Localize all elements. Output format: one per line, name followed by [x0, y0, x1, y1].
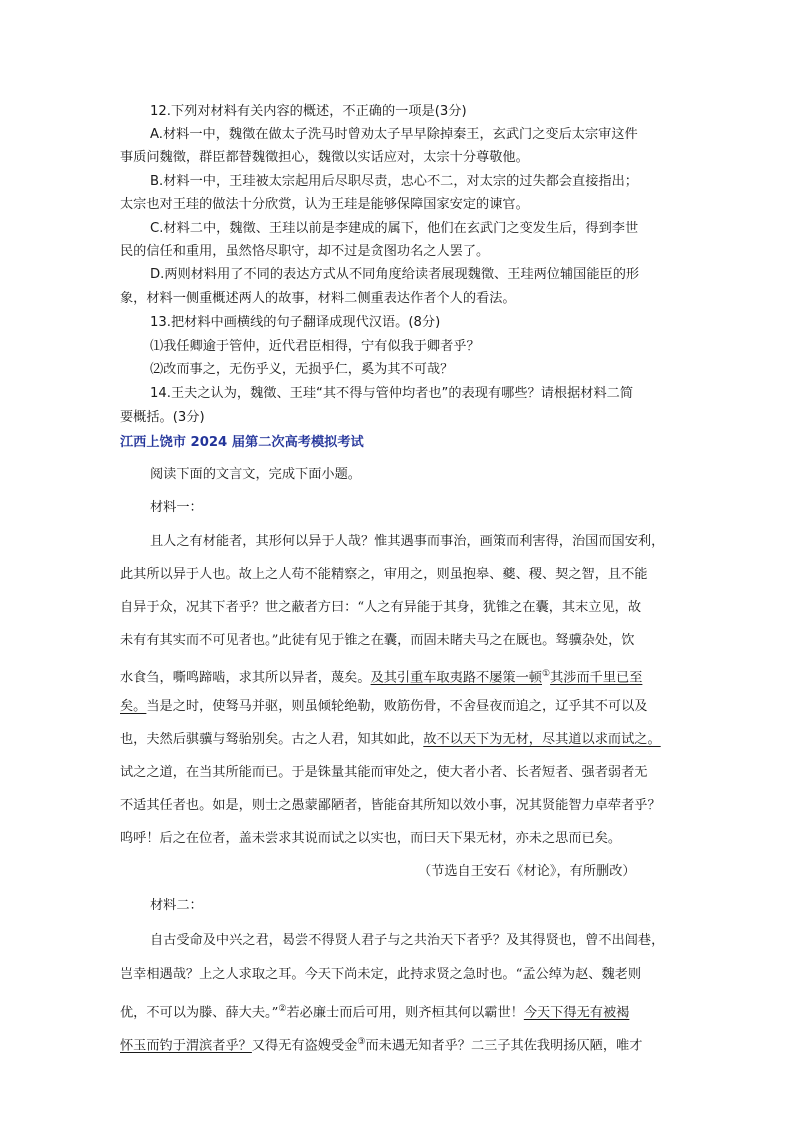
exam-title: 江西上饶市 2024 届第二次高考模拟考试 [120, 435, 364, 450]
q12-option-d-line1: D.两则材料用了不同的表达方式从不同角度给读者展现魏徵、王珪两位辅国能臣的形 [150, 267, 640, 282]
material1-line6-text: 当是之时，使驽马并驱，则虽倾轮绝勒，败筋伤骨，不舍昼夜而追之，辽乎其不可以及 [146, 699, 648, 714]
material1-label: 材料一： [150, 500, 203, 515]
material1-line8: 试之之道，在当其所能而已。于是铢量其能而审处之，使大者小者、长者短者、强者弱者无 [120, 765, 648, 780]
material1-underlined-sentence-2: 故不以天下为无材，尽其道以求而试之。 [423, 732, 661, 747]
material1-line1: 且人之有材能者，其形何以异于人哉？惟其遇事而事治，画策而利害得，治国而国安利， [150, 534, 665, 549]
material1-underlined-sentence-end: 矣。 [120, 699, 147, 714]
material2-line3-text: 优，不可以为滕、薛大夫。” [120, 1005, 279, 1021]
material1-line2: 此其所以异于人也。故上之人苟不能精察之，审用之，则虽抱皋、夔、稷、契之智，且不能 [120, 567, 648, 582]
material1-line9: 不适其任者也。如是，则士之愚蒙鄙陋者，皆能奋其所知以效小事，况其贤能智力卓荦者乎？ [120, 798, 661, 813]
footnote-marker-2: ② [278, 1004, 287, 1014]
material1-line4: 未有有其实而不可见者也。”此徒有见于锥之在囊，而固未睹夫马之在厩也。驽骥杂处，饮 [120, 633, 635, 648]
material2-underlined-sentence-part2: 怀玉而钓于渭滨者乎？ [120, 1038, 252, 1054]
q12-option-b-line1: B.材料一中，王珪被太宗起用后尽职尽责，忠心不二，对太宗的过失都会直接指出； [150, 174, 638, 189]
material1-line7 [120, 729, 661, 751]
material1-line3: 自异于众，况其下者乎？世之蔽者方曰：“人之有异能于其身，犹锥之在囊，其末立见，故 [120, 600, 642, 615]
material2-line2: 岂幸相遇哉？上之人求取之耳。今天下尚未定，此持求贤之急时也。“孟公绰为赵、魏老则 [120, 967, 642, 982]
material2-line4-text: 又得无有盗嫂受金 [251, 1038, 358, 1054]
material2-line4 [120, 1031, 642, 1057]
material2-line3 [120, 998, 629, 1024]
material1-line6 [120, 696, 648, 718]
material2-line3-text-2: 若必廉士而后可用，则齐桓其何以霸世！ [286, 1005, 524, 1021]
material1-line10: 呜呼！后之在位者，盖未尝求其说而试之以实也，而曰天下果无材，亦未之思而已矣。 [120, 831, 622, 846]
material1-line5-text: 水食刍，嘶鸣蹄啮，求其所以异者，蔑矣。 [120, 670, 371, 686]
exam-instruction: 阅读下面的文言文，完成下面小题。 [150, 467, 361, 482]
q12-option-c-line1: C.材料二中，魏徵、王珪以前是李建成的属下，他们在玄武门之变发生后，得到李世 [150, 221, 639, 236]
material1-source: （节选自王安石《材论》，有所删改） [418, 864, 636, 879]
material2-underlined-sentence-part1: 今天下得无有被褐 [523, 1005, 630, 1021]
material1-line5 [120, 663, 642, 689]
material2-label: 材料二： [150, 898, 203, 913]
q12-option-a-line1: A.材料一中，魏徵在做太子洗马时曾劝太子早早除掉秦王，玄武门之变后太宗审这件 [150, 127, 638, 142]
material1-underlined-sentence-part2: 其涉而千里已至 [550, 670, 643, 686]
material2-line1: 自古受命及中兴之君，曷尝不得贤人君子与之共治天下者乎？及其得贤也，曾不出闾巷， [150, 933, 665, 948]
q12-stem: 12.下列对材料有关内容的概述，不正确的一项是(3分) [150, 104, 467, 119]
q13-stem: 13.把材料中画横线的句子翻译成现代汉语。(8分) [150, 315, 441, 330]
q13-sentence-1: ⑴我任卿逾于管仲，近代君臣相得，宁有似我于卿者乎？ [150, 339, 480, 354]
q14-line2: 要概括。(3分) [120, 410, 205, 425]
q14-line1: 14.王夫之认为，魏徵、王珪“其不得与管仲均者也”的表现有哪些？请根据材料二简 [150, 386, 634, 401]
q12-option-b-line2: 太宗也对王珪的做法十分欣赏，认为王珪是能够保障国家安定的谏官。 [120, 197, 529, 212]
q12-option-a-line2: 事质问魏徵，群臣都替魏徵担心，魏徵以实话应对，太宗十分尊敬他。 [120, 150, 529, 165]
material2-line4-text-2: 而未遇无知者乎？二三子其佐我明扬仄陋，唯才 [365, 1038, 643, 1054]
footnote-marker-3: ③ [357, 1037, 366, 1047]
footnote-marker-1: ① [542, 669, 551, 679]
q13-sentence-2: ⑵改而事之，无伤乎义，无损乎仁，奚为其不可哉？ [150, 362, 454, 377]
material1-underlined-sentence-part1: 及其引重车取夷路不屡策一顿 [370, 670, 542, 686]
material1-line7-text: 也，夫然后骐骥与驽骀别矣。古之人君，知其如此， [120, 732, 424, 747]
q12-option-d-line2: 象，材料一侧重概述两人的故事，材料二侧重表达作者个人的看法。 [120, 291, 516, 306]
q12-option-c-line2: 民的信任和重用，虽然恪尽职守，却不过是贪图功名之人罢了。 [120, 244, 490, 259]
